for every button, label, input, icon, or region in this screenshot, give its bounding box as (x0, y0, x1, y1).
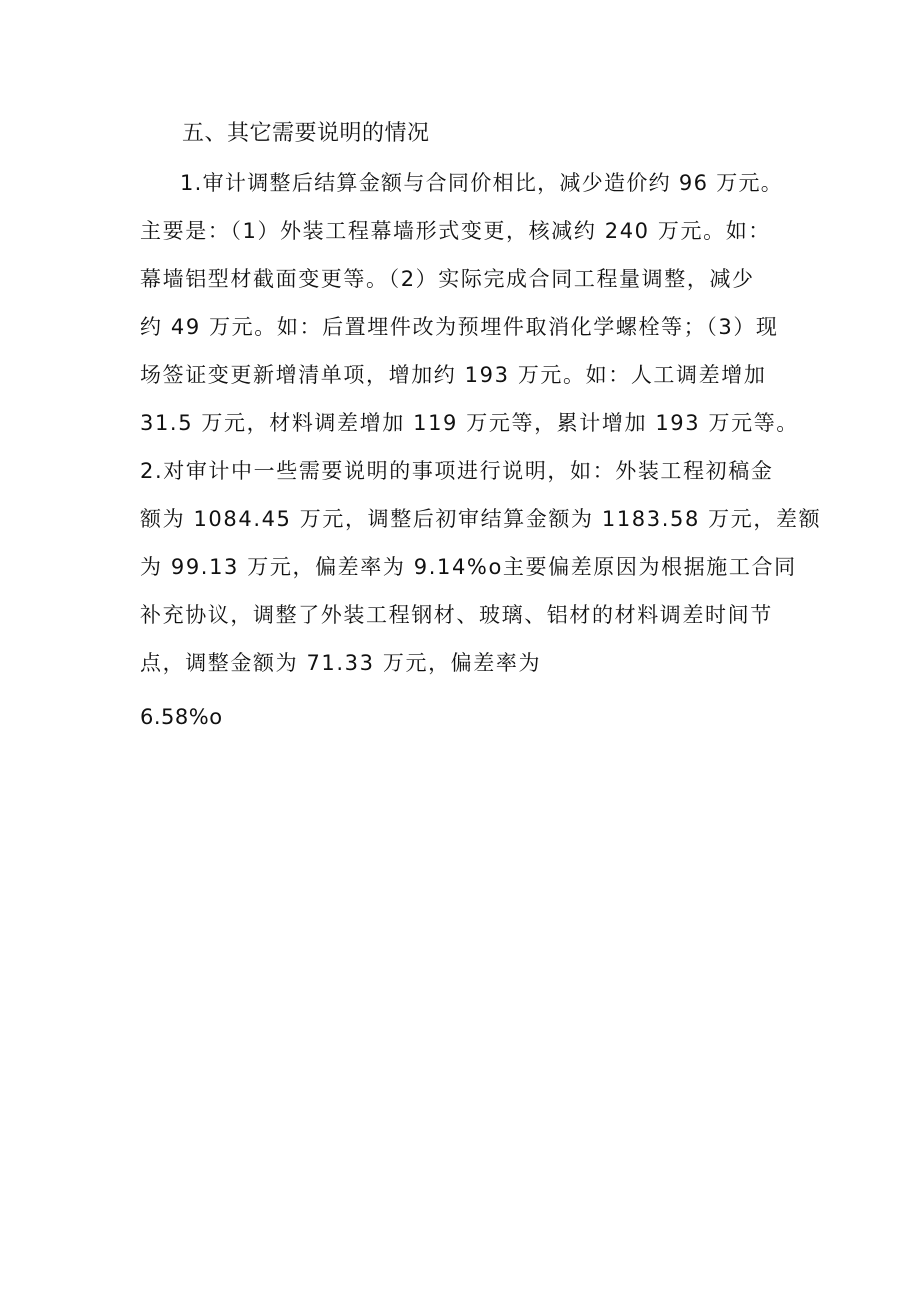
paragraph-line: 为 99.13 万元，偏差率为 9.14%o主要偏差原因为根据施工合同 (140, 555, 797, 579)
paragraph-line: 主要是：（1）外装工程幕墙形式变更，核减约 240 万元。如： (140, 219, 771, 243)
paragraph-line: 补充协议，调整了外装工程钢材、玻璃、铝材的材料调差时间节 (140, 603, 773, 627)
paragraph-line: 1.审计调整后结算金额与合同价相比，减少造价约 96 万元。 (180, 171, 784, 195)
paragraph-line: 场签证变更新增清单项，增加约 193 万元。如：人工调差增加 (140, 363, 767, 387)
paragraph-line: 幕墙铝型材截面变更等。（2）实际完成合同工程量调整，减少 (140, 267, 755, 291)
paragraph-line: 31.5 万元，材料调差增加 119 万元等，累计增加 193 万元等。 (140, 411, 799, 435)
section-heading: 五、其它需要说明的情况 (182, 121, 430, 146)
paragraph-line: 额为 1084.45 万元，调整后初审结算金额为 1183.58 万元，差额 (140, 507, 822, 531)
paragraph-line: 2.对审计中一些需要说明的事项进行说明，如：外装工程初稿金 (140, 459, 774, 483)
paragraph-line: 点，调整金额为 71.33 万元，偏差率为 (140, 651, 542, 675)
paragraph-line: 6.58%o (140, 705, 223, 729)
paragraph-line: 约 49 万元。如：后置埋件改为预埋件取消化学螺栓等；（3）现 (140, 315, 779, 339)
